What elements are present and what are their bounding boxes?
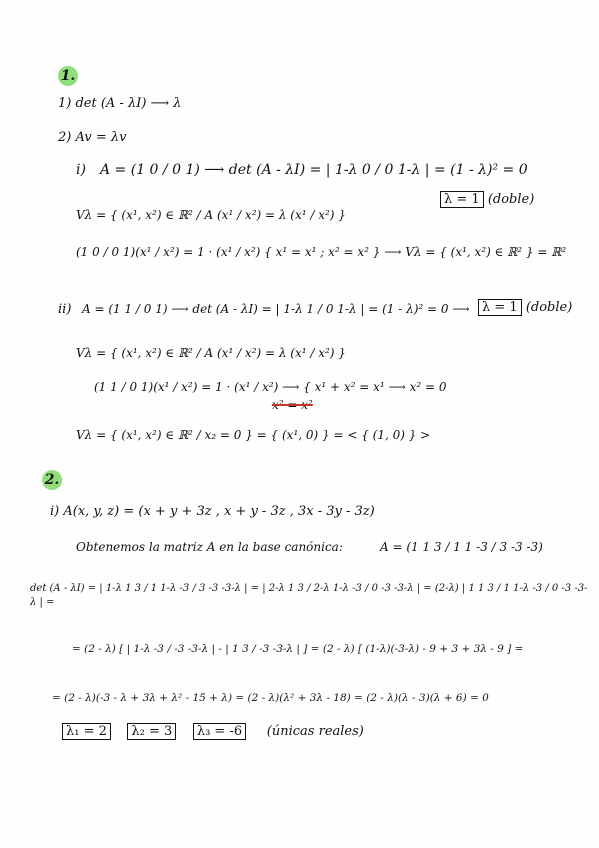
roots-note: (únicas reales): [266, 724, 364, 739]
case-i-eigenvalue: [440, 192, 534, 207]
case-i-eigenspace: Vλ = { (x¹, x²) ∈ ℝ² / A (x¹ / x²) = λ (x¹ / x²) }: [76, 208, 346, 222]
case-ii-label: ii): [58, 302, 72, 317]
eigenvalue-1-box: λ₁ = 2: [62, 723, 111, 740]
case-ii-eigenvalue-note: (doble): [525, 300, 573, 315]
section-2-badge: 2.: [42, 470, 62, 490]
case-i-label: i): [76, 162, 86, 178]
case-ii-system: (1 1 / 0 1)(x¹ / x²) = 1 · (x¹ / x²) ⟶ { x¹ + x² = x¹ ⟶ x² = 0: [94, 380, 447, 394]
eigenvalue-3-box: λ₃ = -6: [193, 723, 246, 740]
step-1-text: 1) det (A - λI) ⟶ λ: [58, 96, 182, 111]
expansion-line: = (2 - λ) [ | 1-λ -3 / -3 -3-λ | - | 1 3 / -3 -3-λ | ] = (2 - λ) [ (1-λ)(-3-λ) - 9 + 3 + 3λ - 9 ] =: [72, 643, 524, 655]
eigenvalues-row: [62, 724, 364, 739]
case-i-system: (1 0 / 0 1)(x¹ / x²) = 1 · (x¹ / x²) { x¹ = x¹ ; x² = x² } ⟶ Vλ = { (x¹, x²) ∈ ℝ² } = ℝ²: [76, 245, 567, 259]
case-i-determinant: A = (1 0 / 0 1) ⟶ det (A - λI) = | 1-λ 0 / 0 1-λ | = (1 - λ)² = 0: [100, 162, 528, 178]
determinant-line: det (A - λI) = | 1-λ 1 3 / 1 1-λ -3 / 3 -3 -3-λ | = | 2-λ 1 3 / 2-λ 1-λ -3 / 0 -3 -3-λ | = (2-λ) | 1 1 3 / 1 1-λ -3 / 0 -3 -3-λ | =: [30, 583, 588, 608]
case-ii-eigenvalue-box: λ = 1: [478, 299, 522, 316]
case-i-eigenvalue-box: λ = 1: [440, 191, 484, 208]
step-2-text: 2) Av = λv: [58, 130, 127, 145]
case-i-eigenvalue-note: (doble): [487, 192, 535, 207]
factorization-line: = (2 - λ)(-3 - λ + 3λ + λ² - 15 + λ) = (2 - λ)(λ² + 3λ - 18) = (2 - λ)(λ - 3)(λ + 6) = 0: [52, 692, 489, 704]
canonical-basis-intro: Obtenemos la matriz A en la base canónica:: [76, 540, 343, 554]
case-ii-struck-equation: x² = x²: [272, 398, 313, 412]
eigenvalue-2-box: λ₂ = 3: [127, 723, 176, 740]
section-1-badge: 1.: [58, 66, 78, 86]
case-ii-result: Vλ = { (x¹, x²) ∈ ℝ² / x₂ = 0 } = { (x¹, 0) } = < { (1, 0) } >: [76, 428, 431, 442]
matrix-A: A = (1 1 3 / 1 1 -3 / 3 -3 -3): [380, 540, 543, 554]
linear-map-definition: i) A(x, y, z) = (x + y + 3z , x + y - 3z , 3x - 3y - 3z): [50, 504, 375, 519]
case-ii-eigenvalue: [478, 300, 572, 315]
determinant-line-wrap: [30, 582, 590, 616]
case-ii-determinant: A = (1 1 / 0 1) ⟶ det (A - λI) = | 1-λ 1 / 0 1-λ | = (1 - λ)² = 0 ⟶: [82, 302, 470, 316]
case-ii-eigenspace: Vλ = { (x¹, x²) ∈ ℝ² / A (x¹ / x²) = λ (x¹ / x²) }: [76, 346, 346, 360]
